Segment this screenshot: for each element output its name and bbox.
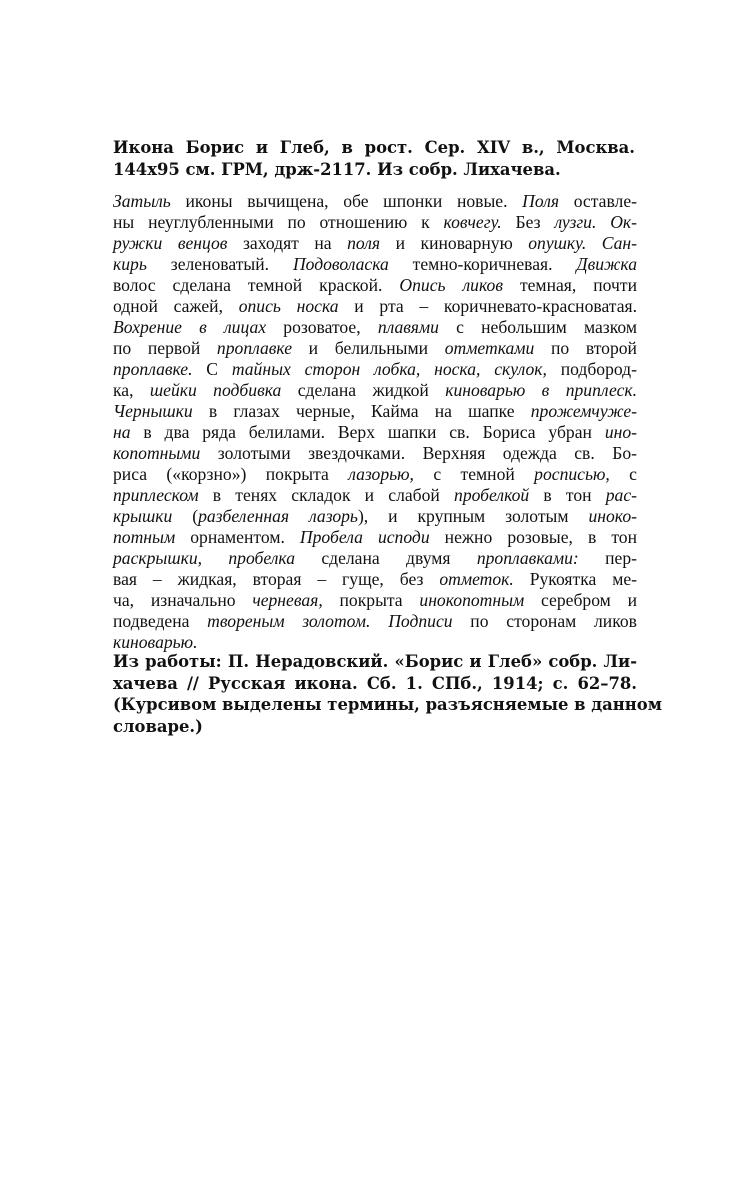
heading-line: Икона Борис и Глеб, в рост. Сер. XIV в., Москва. — [113, 138, 635, 157]
plain-text: сделана жидкой — [281, 380, 446, 400]
term-text: ино- — [604, 422, 637, 442]
plain-text: Без — [501, 212, 555, 232]
plain-text: золотыми звездочками. Верхняя одежда св. Бо- — [200, 443, 637, 463]
term-text: приплеском — [113, 485, 199, 505]
term-text: инокопотным — [419, 590, 525, 610]
term-text: копотными — [113, 443, 201, 463]
heading-line: 144х95 см. ГРМ, држ-2117. Из собр. Лихачева. — [113, 160, 561, 179]
plain-text: темная, почти — [502, 275, 637, 295]
paragraph-line — [113, 233, 637, 254]
plain-text: одной сажей, — [113, 296, 239, 316]
paragraph-line — [113, 548, 637, 569]
term-text: твореным золотом. — [207, 611, 371, 631]
plain-text: С — [192, 359, 232, 379]
plain-text: покрыта — [322, 590, 420, 610]
term-text: на — [113, 422, 131, 442]
plain-text: по первой — [113, 338, 217, 358]
term-text: проплавке — [216, 338, 293, 358]
term-text: пробелкой — [454, 485, 530, 505]
term-text: потным — [113, 527, 176, 547]
source-line: хачева // Русская икона. Сб. 1. СПб., 1914; с. 62–78. — [113, 673, 637, 693]
plain-text: вая – жидкая, вторая – гуще, без — [113, 569, 440, 589]
plain-text: и рта – коричневато-красноватая. — [338, 296, 638, 316]
term-text: тайных сторон лобка, носка, скулок, — [231, 359, 547, 379]
term-text: росписью, — [534, 464, 610, 484]
plain-text: сделана двумя — [295, 548, 477, 568]
plain-text: пер- — [578, 548, 637, 568]
term-text: Подоволаска — [292, 254, 389, 274]
plain-text: ка, — [113, 380, 150, 400]
paragraph-line — [113, 485, 637, 506]
plain-text: Рукоятка ме- — [513, 569, 637, 589]
paragraph-line — [113, 275, 637, 296]
paragraph-line — [113, 527, 637, 548]
term-text: кирь — [113, 254, 147, 274]
plain-text: серебром и — [524, 590, 637, 610]
term-text: Затыль — [113, 191, 171, 211]
paragraph-line — [113, 338, 637, 359]
paragraph-line — [113, 611, 637, 632]
term-text: отметок. — [439, 569, 514, 589]
plain-text: в два ряда белилами. Верх шапки св. Бориса убран — [130, 422, 605, 442]
term-text: поля — [347, 233, 381, 253]
plain-text: по сторонам ликов — [452, 611, 637, 631]
plain-text: волос сделана темной краской. — [113, 275, 400, 295]
plain-text: подведена — [113, 611, 208, 631]
source-line: Из работы: П. Нерадовский. «Борис и Глеб» собр. Ли- — [113, 652, 637, 671]
paragraph-line — [113, 212, 637, 233]
plain-text — [370, 611, 388, 631]
paragraph-line — [113, 380, 637, 401]
plain-text: иконы вычищена, обе шпонки новые. — [170, 191, 523, 211]
paragraph-line — [113, 569, 637, 590]
term-text: ружки венцов — [113, 233, 228, 253]
paragraph-line — [113, 191, 637, 212]
plain-text: нежно розовые, в тон — [429, 527, 637, 547]
term-text: проплавке. — [113, 359, 193, 379]
term-text: лузги. Ок- — [554, 212, 638, 232]
description-paragraph — [113, 191, 637, 653]
paragraph-line — [113, 464, 637, 485]
term-text: киноварью в приплеск. — [445, 380, 638, 400]
paragraph-line — [113, 317, 637, 338]
source-line: (Курсивом выделены термины, разъясняемые в данном — [113, 695, 662, 714]
plain-text: ( — [172, 506, 199, 526]
term-text: иноко- — [588, 506, 637, 526]
plain-text: темно-коричневая. — [388, 254, 577, 274]
term-text: рас- — [605, 485, 637, 505]
term-text: раскрышки, пробелка — [113, 548, 296, 568]
paragraph-line — [113, 443, 637, 464]
term-text: Пробела исподи — [299, 527, 430, 547]
plain-text: розоватое, — [266, 317, 378, 337]
paragraph-line — [113, 422, 637, 443]
term-text: Чернышки — [113, 401, 193, 421]
term-text: крышки — [113, 506, 173, 526]
plain-text: ча, изначально — [113, 590, 253, 610]
term-text: опись носка — [238, 296, 339, 316]
term-text: опушку. Сан- — [528, 233, 638, 253]
plain-text: заходят на — [227, 233, 348, 253]
plain-text: и киноварную — [380, 233, 529, 253]
plain-text: с темной — [413, 464, 535, 484]
term-text: Вохрение в лицах — [113, 317, 267, 337]
plain-text: ны неуглубленными по отношению к — [113, 212, 444, 232]
plain-text: орнаментом. — [175, 527, 300, 547]
term-text: черневая, — [252, 590, 323, 610]
icon-heading — [113, 137, 635, 181]
paragraph-line — [113, 296, 637, 317]
plain-text: подбород- — [546, 359, 637, 379]
term-text: Подписи — [388, 611, 453, 631]
term-text: ковчегу. — [443, 212, 502, 232]
source-note — [113, 651, 662, 737]
term-text: отметками — [444, 338, 535, 358]
plain-text: с — [609, 464, 637, 484]
term-text: проплавками: — [476, 548, 579, 568]
term-text: прожемчуже- — [530, 401, 637, 421]
plain-text: в тенях складок и слабой — [198, 485, 455, 505]
plain-text: и белильными — [292, 338, 445, 358]
plain-text: оставле- — [559, 191, 637, 211]
term-text: Поля — [522, 191, 560, 211]
term-text: киноварью. — [113, 632, 198, 652]
plain-text: с небольшим мазком — [438, 317, 637, 337]
paragraph-line — [113, 506, 637, 527]
term-text: разбеленная лазорь — [198, 506, 358, 526]
plain-text: в глазах черные, Кайма на шапке — [192, 401, 531, 421]
plain-text: в тон — [529, 485, 606, 505]
term-text: Опись ликов — [399, 275, 503, 295]
term-text: Движка — [576, 254, 637, 274]
source-line: словаре.) — [113, 716, 203, 736]
plain-text: по второй — [534, 338, 637, 358]
term-text: лазорью, — [348, 464, 414, 484]
term-text: шейки подбивка — [149, 380, 282, 400]
plain-text: ), и крупным золотым — [357, 506, 589, 526]
paragraph-line — [113, 590, 637, 611]
plain-text: зеленоватый. — [146, 254, 293, 274]
term-text: плавями — [377, 317, 439, 337]
paragraph-line — [113, 401, 637, 422]
paragraph-line — [113, 632, 637, 653]
paragraph-line — [113, 254, 637, 275]
paragraph-line — [113, 359, 637, 380]
plain-text: риса («корзно») покрыта — [113, 464, 349, 484]
